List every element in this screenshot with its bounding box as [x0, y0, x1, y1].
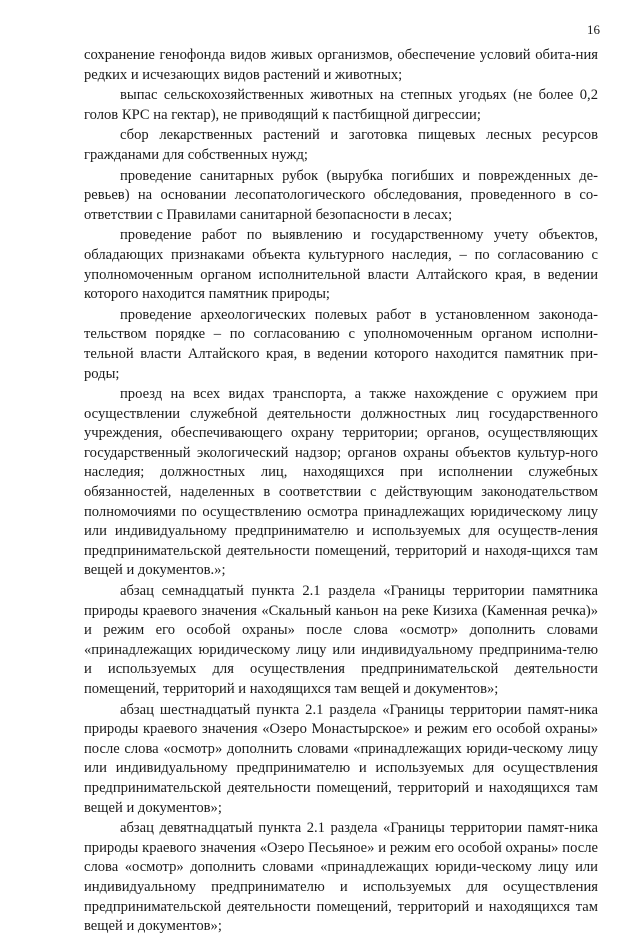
paragraph: проведение археологических полевых работ в установленном законода-тельством порядке – по согласованию с уполномоченным органом исполни-тельной власти Алтайского края, в ведении которого находится памятник при-роды;	[84, 306, 598, 382]
paragraph: сохранение генофонда видов живых организмов, обеспечение условий обита-ния редких и исчезающих видов растений и животных;	[84, 47, 598, 83]
page-number: 16	[587, 22, 600, 37]
paragraph: проведение работ по выявлению и государственному учету объектов, обладающих признаками объекта культурного наследия, – по согласованию с уполномоченным органом исполнительной власти Алтайского края, в ведении которого находится памятник природы;	[84, 227, 598, 303]
paragraph: проезд на всех видах транспорта, а также нахождение с оружием при осуществлении служебной деятельности должностных лиц государственного учреждения, обеспечивающего охрану территории; органов, осуществляющих государственный экологический надзор; органов охраны объектов культур-ного наследия; должностных лиц, находящихся при исполнении служебных обязанностей, наделенных в соответствии с действующим законодательством полномочиями по осуществлению осмотра принадлежащих юридическому лицу или индивидуальному предпринимателю и используемых для осуществ-ления предпринимательской деятельности помещений, территорий и находя-щихся там вещей и документов.»;	[84, 386, 598, 579]
paragraph: абзац шестнадцатый пункта 2.1 раздела «Границы территории памят-ника природы краевого значения «Озеро Монастырское» и режим его особой охраны» после слова «осмотр» дополнить словами «принадлежащих юриди-ческому лицу или индивидуальному предпринимателю и используемых для осуществления предпринимательской деятельности помещений, территорий и находящихся там вещей и документов»;	[84, 701, 598, 816]
paragraph: выпас сельскохозяйственных животных на степных угодьях (не более 0,2 голов КРС на гектар), не приводящий к пастбищной дигрессии;	[84, 87, 598, 123]
paragraph: абзац семнадцатый пункта 2.1 раздела «Границы территории памятника природы краевого значения «Скальный каньон на реке Кизиха (Каменная речка)» и режим его особой охраны» после слова «осмотр» дополнить словами «принадлежащих юридическому лицу или индивидуальному предпринима-телю и используемых для осуществления предпринимательской деятельности помещений, территорий и находящихся там вещей и документов»;	[84, 583, 598, 697]
paragraph: проведение санитарных рубок (вырубка погибших и поврежденных де-ревьев) на основании лесопатологического обследования, проведенного в со-ответствии с Правилами санитарной безопасности в лесах;	[84, 167, 598, 223]
document-body	[84, 46, 598, 938]
paragraph: сбор лекарственных растений и заготовка пищевых лесных ресурсов гражданами для собственных нужд;	[84, 127, 598, 163]
paragraph: абзац девятнадцатый пункта 2.1 раздела «Границы территории памят-ника природы краевого значения «Озеро Песьяное» и режим его особой охраны» после слова «осмотр» дополнить словами «принадлежащих юриди-ческому лицу или индивидуальному предпринимателю и используемых для осуществления предпринимательской деятельности помещений, территорий и находящихся там вещей и документов»;	[84, 820, 598, 935]
